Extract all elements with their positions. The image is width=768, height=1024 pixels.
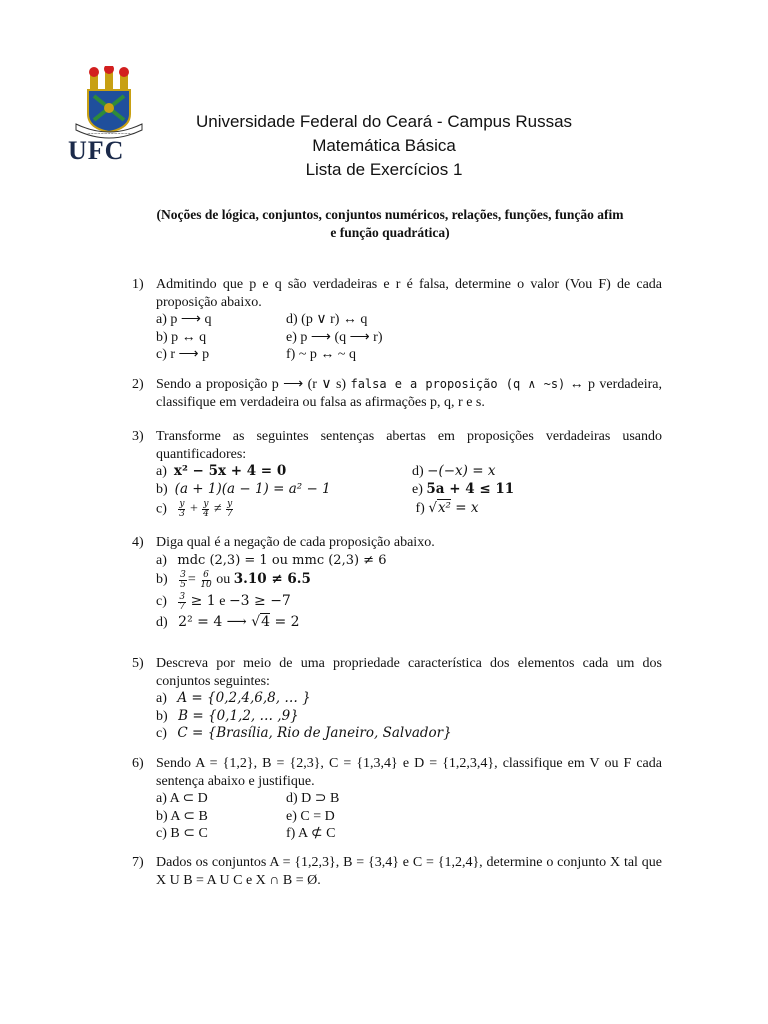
question-number: 6) xyxy=(132,756,144,771)
option-label: a) xyxy=(156,552,167,568)
option-label: c) xyxy=(156,594,167,610)
university-logo xyxy=(68,66,150,166)
question-7 xyxy=(132,854,662,889)
radicand: 4 xyxy=(261,614,271,631)
option-right: f) ~ p ↔ ~ q xyxy=(286,347,356,362)
option-label: f) xyxy=(415,501,425,517)
option-expr: (a + 1)(a − 1) = a² − 1 xyxy=(174,480,331,497)
numerator: 3 xyxy=(180,569,186,580)
operator: = xyxy=(187,572,196,588)
option-right: d) D ⊃ B xyxy=(286,791,340,806)
question-text: Admitindo que p e q são verdadeiras e r é falsa, determine o valor (Vou F) de cada proposição abaixo. xyxy=(156,277,662,310)
option-expr: C = {Brasília, Rio de Janeiro, Salvador} xyxy=(177,725,452,741)
sqrt-expr: 2² = 4 ⟶ √4 = 2 xyxy=(178,614,300,631)
option-row xyxy=(156,825,662,843)
question-number: 4) xyxy=(132,535,144,550)
numerator: 3 xyxy=(179,591,186,602)
topics-subtitle xyxy=(110,206,670,242)
fraction xyxy=(179,571,187,590)
option-label: c) xyxy=(156,726,167,741)
option-right xyxy=(412,463,495,481)
fraction xyxy=(200,571,211,590)
question-text-pre: Sendo a proposição p ⟶ (r ∨ s) xyxy=(156,377,347,392)
fraction xyxy=(178,500,185,519)
question-text-mono: falsa e a proposição (q ∧ ~s) xyxy=(350,377,566,391)
radicand: x² xyxy=(437,500,451,517)
option-label: d) xyxy=(412,464,424,479)
denominator: 7 xyxy=(179,601,186,612)
option-left: c) r ⟶ p xyxy=(156,347,210,362)
question-options xyxy=(156,552,662,634)
denominator: 5 xyxy=(180,579,186,590)
option-row xyxy=(156,690,662,708)
option-expr: mdc (2,3) = 1 ou mmc (2,3) ≠ 6 xyxy=(177,552,387,568)
option-expr: x² − 5x + 4 = 0 xyxy=(173,463,287,479)
option-row xyxy=(156,569,662,591)
option-expr: ≥ 1 xyxy=(190,593,216,610)
question-number: 5) xyxy=(132,656,144,671)
fraction xyxy=(226,500,233,519)
option-right: d) (p ∨ r) ↔ q xyxy=(286,312,368,327)
option-row xyxy=(156,311,662,329)
option-row xyxy=(156,329,662,347)
option-row xyxy=(156,613,662,633)
university-name: Universidade Federal do Ceará - Campus Russas xyxy=(195,112,573,131)
option-row xyxy=(156,463,662,481)
option-expr: A = {0,2,4,6,8, … } xyxy=(177,690,311,706)
option-row xyxy=(156,808,662,826)
denominator: 3 xyxy=(179,508,185,519)
question-3 xyxy=(132,428,662,520)
question-2 xyxy=(132,376,662,411)
option-row xyxy=(156,708,662,726)
option-left: b) A ⊂ B xyxy=(156,808,208,824)
option-expr: −(−x) = x xyxy=(427,463,496,479)
connector: ou xyxy=(216,572,231,588)
numerator: y xyxy=(203,498,209,509)
course-name: Matemática Básica xyxy=(312,136,456,155)
question-number: 2) xyxy=(132,377,144,392)
fraction xyxy=(178,593,186,612)
question-text: Transforme as seguintes sentenças abertas em proposições verdadeiras usando quantificadores: xyxy=(156,429,662,462)
option-label: b) xyxy=(156,708,168,724)
option-label: b) xyxy=(156,481,168,497)
operator: + xyxy=(189,501,198,517)
denominator: 10 xyxy=(200,579,212,590)
question-options xyxy=(156,463,662,520)
option-left: b) p ↔ q xyxy=(156,329,207,345)
question-text: Diga qual é a negação de cada proposição abaixo. xyxy=(156,535,435,550)
question-1 xyxy=(132,276,662,364)
option-expr: 2² = 4 ⟶ xyxy=(178,614,252,631)
option-left: c) B ⊂ C xyxy=(156,826,208,841)
option-right: e) C = D xyxy=(286,808,335,824)
question-text: Dados os conjuntos A = {1,2,3}, B = {3,4} e C = {1,2,4}, determine o conjunto X tal que X U B = A U C e X ∩ B = Ø. xyxy=(156,855,662,888)
numerator: 6 xyxy=(203,569,209,580)
question-number: 7) xyxy=(132,855,144,870)
list-title: Lista de Exercícios 1 xyxy=(305,160,463,179)
question-options xyxy=(156,790,662,843)
option-left: a) p ⟶ q xyxy=(156,312,212,327)
option-expr: 3.10 ≠ 6.5 xyxy=(233,571,311,588)
option-row xyxy=(156,552,662,570)
question-number: 3) xyxy=(132,429,144,444)
document-header xyxy=(150,110,618,182)
question-options xyxy=(156,311,662,364)
option-expr: −3 ≥ −7 xyxy=(228,593,291,610)
option-label: e) xyxy=(412,481,423,497)
logo-text: UFC xyxy=(68,136,125,165)
svg-text:~~~~~~~~~~~~~: ~~~~~~~~~~~~~ xyxy=(87,131,131,136)
option-expr: = 2 xyxy=(274,614,300,631)
question-options xyxy=(156,690,662,743)
option-label: d) xyxy=(156,615,168,631)
option-row xyxy=(156,725,662,743)
operator: ≠ xyxy=(213,501,222,517)
option-row xyxy=(156,346,662,364)
connector: e xyxy=(219,594,226,610)
subtitle-line-1: (Noções de lógica, conjuntos, conjuntos numéricos, relações, funções, função afim xyxy=(156,207,624,222)
fraction xyxy=(202,500,209,519)
option-row xyxy=(156,591,662,613)
question-text: Descreva por meio de uma propriedade característica dos elementos cada um dos conjuntos seguintes: xyxy=(156,656,662,689)
option-right: f) A ⊄ C xyxy=(286,826,336,841)
option-left xyxy=(156,481,412,499)
sqrt-expr: √x² = x xyxy=(428,500,479,517)
option-label: a) xyxy=(156,691,167,706)
denominator: 7 xyxy=(226,508,233,519)
subtitle-line-2: e função quadrática) xyxy=(330,225,450,240)
option-left xyxy=(156,500,412,519)
denominator: 4 xyxy=(203,508,209,519)
option-label: b) xyxy=(156,572,168,588)
question-text xyxy=(156,376,662,411)
option-row xyxy=(156,790,662,808)
question-number: 1) xyxy=(132,277,144,292)
question-text-post: ↔ p verdadeira, classifique em verdadeira ou falsa as afirmações p, q, r e s. xyxy=(156,377,663,410)
option-right xyxy=(412,481,514,499)
option-label: c) xyxy=(156,501,167,517)
option-row xyxy=(156,481,662,499)
question-text: Sendo A = {1,2}, B = {2,3}, C = {1,3,4} e D = {1,2,3,4}, classifique em V ou F cada sentença abaixo e justifique. xyxy=(156,756,662,789)
option-label: a) xyxy=(156,464,167,479)
question-6 xyxy=(132,755,662,843)
option-row xyxy=(156,498,662,520)
numerator: y xyxy=(179,498,185,509)
option-expr: 5a + 4 ≤ 11 xyxy=(426,480,515,497)
option-right: e) p ⟶ (q ⟶ r) xyxy=(286,329,383,345)
option-expr: B = {0,1,2, … ,9} xyxy=(178,707,299,724)
option-expr: = x xyxy=(455,500,479,517)
question-4 xyxy=(132,534,662,633)
option-left xyxy=(156,463,412,481)
option-left: a) A ⊂ D xyxy=(156,791,208,806)
option-right xyxy=(412,500,478,518)
numerator: y xyxy=(227,498,233,509)
question-5 xyxy=(132,655,662,743)
